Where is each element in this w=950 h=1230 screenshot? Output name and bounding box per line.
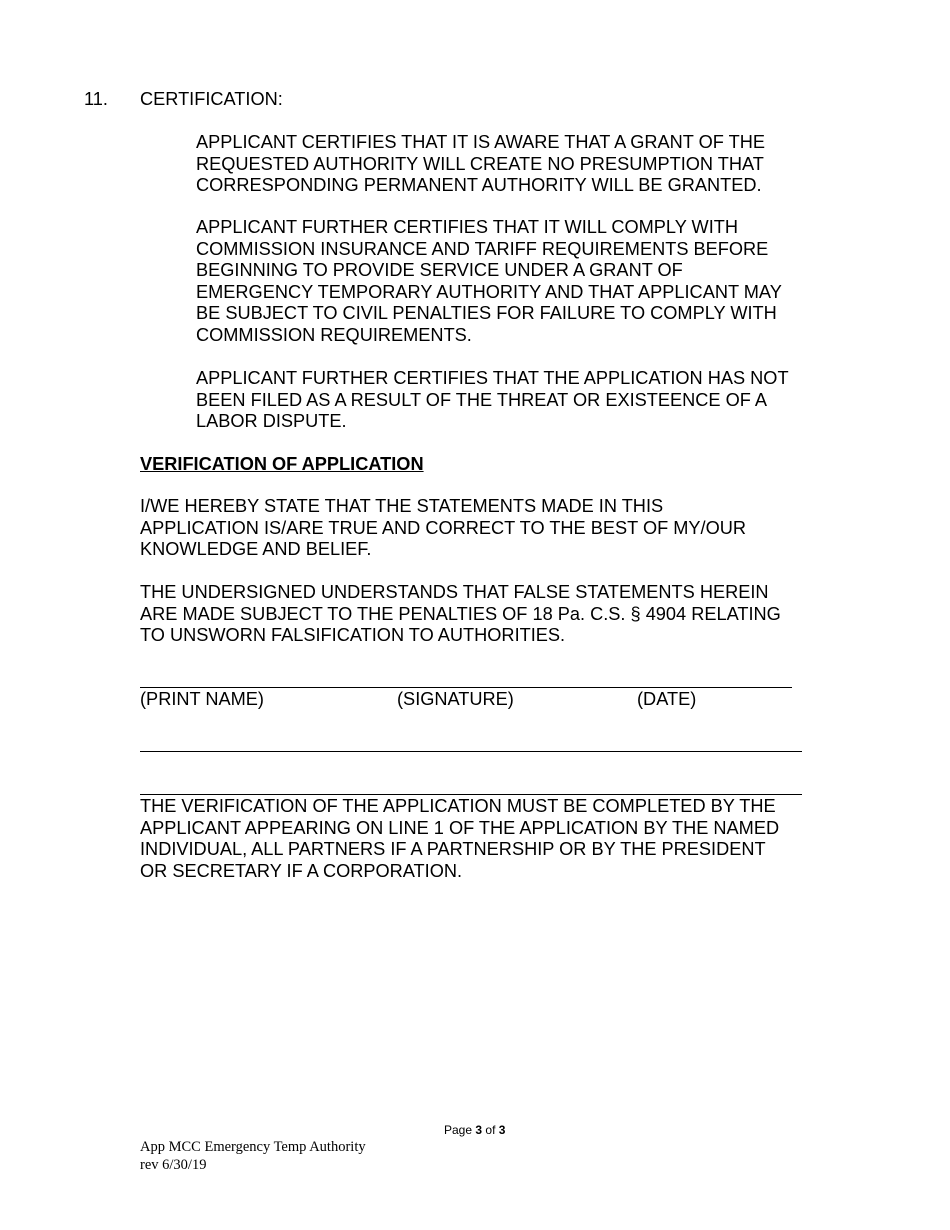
text-line: BEGINNING TO PROVIDE SERVICE UNDER A GRANT OF (196, 260, 683, 280)
page-total: 3 (498, 1123, 506, 1137)
page-number (444, 1123, 505, 1137)
text-line: REQUESTED AUTHORITY WILL CREATE NO PRESUMPTION THAT (196, 153, 764, 174)
text-line: APPLICANT APPEARING ON LINE 1 OF THE APPLICATION BY THE NAMED (140, 817, 780, 838)
signature-line-3[interactable] (140, 794, 802, 795)
text-line: THE UNDERSIGNED UNDERSTANDS THAT FALSE STATEMENTS HEREIN (140, 582, 769, 602)
text-line: KNOWLEDGE AND BELIEF. (140, 539, 372, 559)
text-line: ARE MADE SUBJECT TO THE PENALTIES OF 18 Pa. C.S. § 4904 RELATING (140, 603, 781, 624)
signature-line-1[interactable] (140, 687, 792, 688)
verification-paragraph-1 (140, 496, 746, 561)
text-line: COMMISSION REQUIREMENTS. (196, 324, 472, 345)
text-line: OR SECRETARY IF A CORPORATION. (140, 860, 463, 881)
signature-label: (SIGNATURE) (397, 689, 514, 709)
page-of: of (485, 1123, 496, 1137)
form-name: App MCC Emergency Temp Authority (140, 1139, 366, 1155)
text-line: INDIVIDUAL, ALL PARTNERS IF A PARTNERSHIP OR BY THE PRESIDENT (140, 839, 766, 859)
text-line: APPLICANT CERTIFIES THAT IT IS AWARE THAT A GRANT OF THE (196, 132, 765, 152)
certification-paragraph-3 (196, 368, 789, 433)
form-footer (140, 1138, 366, 1174)
text-line: THE VERIFICATION OF THE APPLICATION MUST BE COMPLETED BY THE (140, 796, 776, 816)
text-line: APPLICANT FURTHER CERTIFIES THAT THE APPLICATION HAS NOT (196, 368, 789, 388)
page-word: Page (444, 1123, 473, 1137)
print-name-label: (PRINT NAME) (140, 689, 264, 709)
text-line: COMMISSION INSURANCE AND TARIFF REQUIREMENTS BEFORE (196, 238, 769, 259)
section-number: 11. (84, 89, 108, 109)
certification-paragraph-1 (196, 132, 765, 197)
text-line: CORRESPONDING PERMANENT AUTHORITY WILL BE GRANTED. (196, 175, 762, 195)
text-line: APPLICANT FURTHER CERTIFIES THAT IT WILL COMPLY WITH (196, 217, 739, 237)
date-label: (DATE) (637, 689, 697, 709)
text-line: BEEN FILED AS A RESULT OF THE THREAT OR EXISTEENCE OF A (196, 389, 768, 410)
text-line: EMERGENCY TEMPORARY AUTHORITY AND THAT APPLICANT MAY (196, 281, 782, 302)
text-line: BE SUBJECT TO CIVIL PENALTIES FOR FAILURE TO COMPLY WITH (196, 303, 777, 323)
signature-line-2[interactable] (140, 751, 802, 752)
text-line: APPLICATION IS/ARE TRUE AND CORRECT TO THE BEST OF MY/OUR (140, 517, 747, 538)
form-revision: rev 6/30/19 (140, 1157, 207, 1173)
verification-note (140, 796, 779, 882)
page-current: 3 (475, 1123, 483, 1137)
text-line: I/WE HEREBY STATE THAT THE STATEMENTS MADE IN THIS (140, 496, 664, 516)
verification-heading: VERIFICATION OF APPLICATION (140, 454, 424, 474)
section-title: CERTIFICATION: (140, 89, 283, 109)
text-line: TO UNSWORN FALSIFICATION TO AUTHORITIES. (140, 625, 566, 645)
text-line: LABOR DISPUTE. (196, 411, 347, 431)
verification-paragraph-2 (140, 582, 781, 647)
certification-paragraph-2 (196, 217, 782, 346)
